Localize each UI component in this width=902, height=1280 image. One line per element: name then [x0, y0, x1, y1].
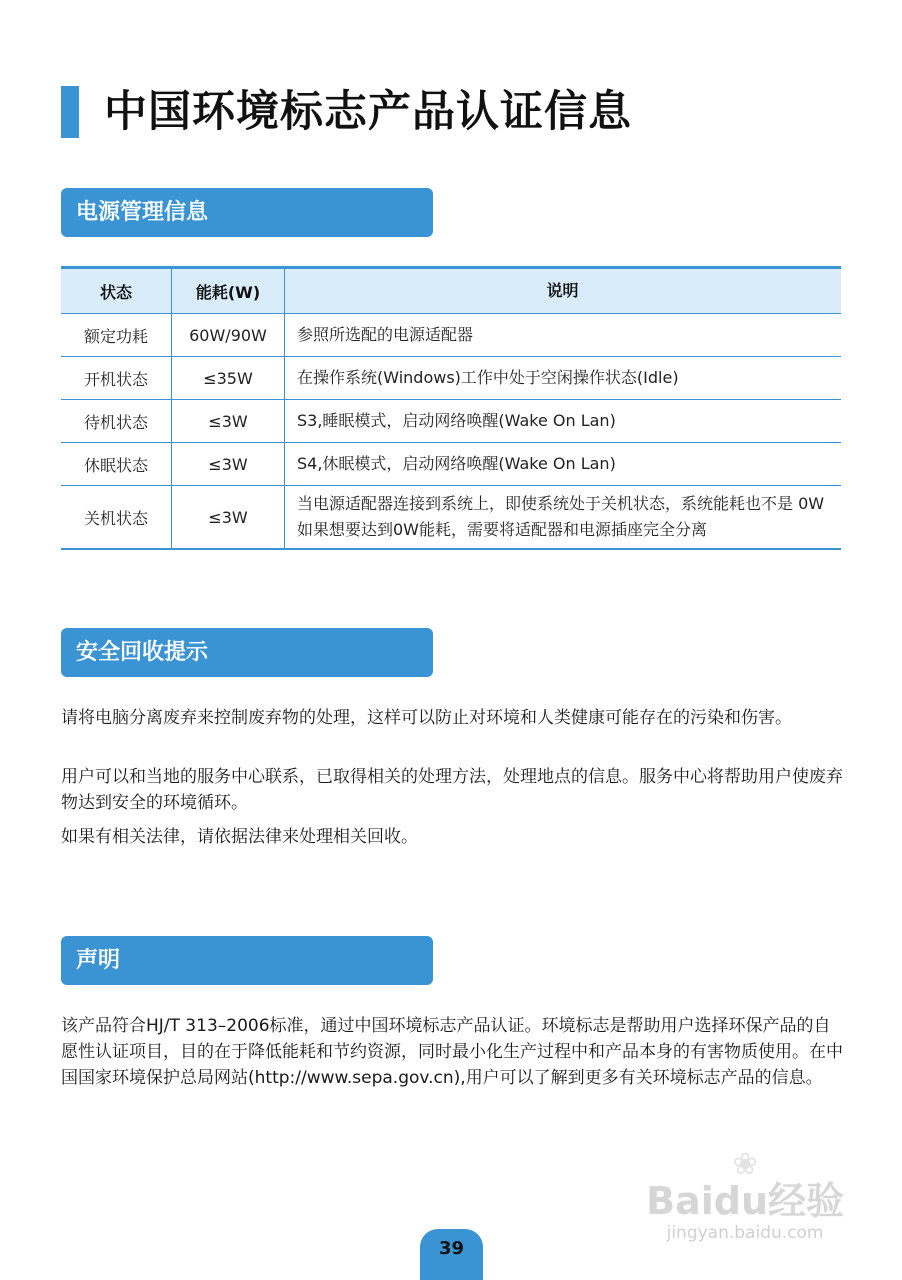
recycle-paragraph: 用户可以和当地的服务中心联系，已取得相关的处理方法，处理地点的信息。服务中心将帮助用户使废弃物达到安全的环境循环。 — [61, 767, 843, 813]
cell-state: 待机状态 — [61, 400, 172, 443]
cell-power: ≤35W — [172, 357, 285, 400]
cell-desc: 参照所选配的电源适配器 — [285, 314, 842, 357]
paw-icon: ❀ — [732, 1147, 758, 1182]
baidu-watermark — [646, 1147, 844, 1244]
recycle-paragraph: 如果有相关法律，请依据法律来处理相关回收。 — [61, 827, 418, 847]
table-row — [61, 400, 841, 443]
cell-desc: S3,睡眠模式，启动网络唤醒(Wake On Lan) — [285, 400, 842, 443]
cell-state: 开机状态 — [61, 357, 172, 400]
section-header-power: 电源管理信息 — [61, 188, 433, 237]
table-row — [61, 486, 841, 550]
cell-power: 60W/90W — [172, 314, 285, 357]
page-number: 39 — [420, 1229, 483, 1280]
cell-state: 休眠状态 — [61, 443, 172, 486]
cell-state: 额定功耗 — [61, 314, 172, 357]
section-header-statement: 声明 — [61, 936, 433, 985]
power-table — [61, 266, 841, 550]
table-row — [61, 357, 841, 400]
cell-power: ≤3W — [172, 443, 285, 486]
cell-state: 关机状态 — [61, 486, 172, 550]
column-header-desc: 说明 — [285, 268, 842, 314]
cell-desc: S4,休眠模式，启动网络唤醒(Wake On Lan) — [285, 443, 842, 486]
cell-power: ≤3W — [172, 486, 285, 550]
watermark-url: jingyan.baidu.com — [666, 1223, 824, 1243]
section-header-recycle: 安全回收提示 — [61, 628, 433, 677]
cell-desc: 当电源适配器连接到系统上，即使系统处于关机状态，系统能耗也不是 0W 如果想要达到0W能耗，需要将适配器和电源插座完全分离 — [285, 486, 842, 550]
statement-paragraph: 该产品符合HJ/T 313–2006标准，通过中国环境标志产品认证。环境标志是帮助用户选择环保产品的自愿性认证项目，目的在于降低能耗和节约资源，同时最小化生产过程中和产品本身的有害物质使用。在中国国家环境保护总局网站(http://www.sepa.gov.cn),用户可以了解到更多有关环境标志产品的信息。 — [61, 1016, 843, 1088]
title-accent-bar — [61, 86, 79, 138]
column-header-state: 状态 — [61, 268, 172, 314]
watermark-logo: Baidu经验 — [646, 1179, 844, 1223]
page-title: 中国环境标志产品认证信息 — [104, 87, 632, 137]
column-header-power: 能耗(W) — [172, 268, 285, 314]
table-row — [61, 443, 841, 486]
table-header-row — [61, 268, 841, 314]
cell-desc: 在操作系统(Windows)工作中处于空闲操作状态(Idle) — [285, 357, 842, 400]
recycle-paragraph: 请将电脑分离废弃来控制废弃物的处理，这样可以防止对环境和人类健康可能存在的污染和伤害。 — [61, 708, 792, 728]
cell-power: ≤3W — [172, 400, 285, 443]
table-row — [61, 314, 841, 357]
